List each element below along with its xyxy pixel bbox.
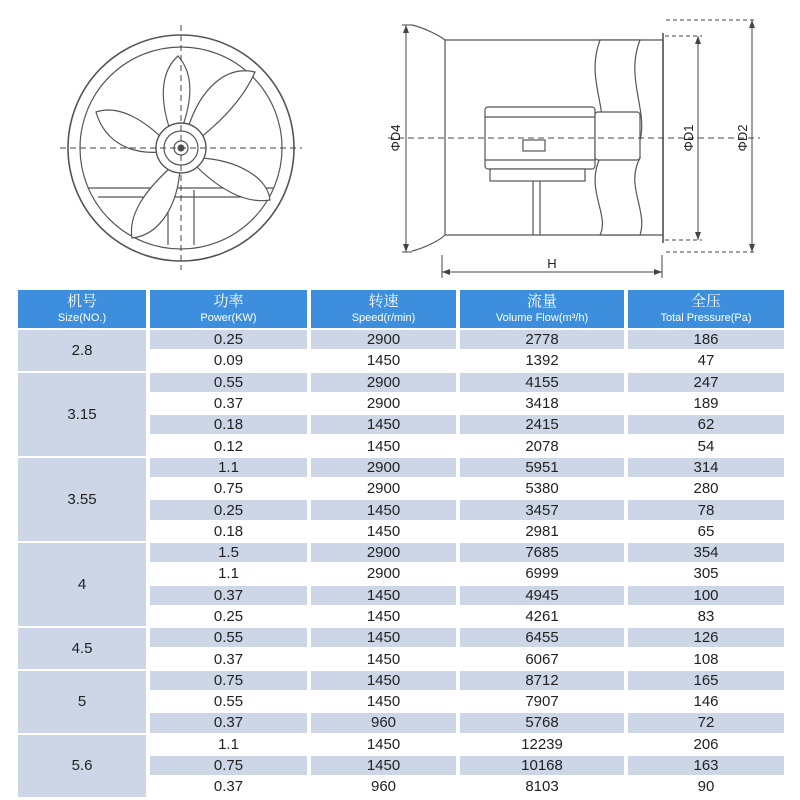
- speed-cell: 1450: [311, 351, 456, 370]
- volume-flow-cell: 6067: [460, 649, 624, 668]
- table-header: [18, 290, 784, 328]
- volume-flow-cell: 6999: [460, 564, 624, 583]
- header-power-zh: 功率: [213, 293, 244, 310]
- size-cell: 5: [18, 671, 146, 733]
- header-volume-flow: [460, 290, 624, 328]
- power-cell: 0.55: [150, 692, 307, 711]
- power-cell: 0.37: [150, 777, 307, 796]
- power-cell: 1.1: [150, 458, 307, 477]
- volume-flow-cell: 8712: [460, 671, 624, 690]
- speed-cell: 2900: [311, 479, 456, 498]
- power-cell: 0.12: [150, 436, 307, 455]
- speed-cell: 1450: [311, 522, 456, 541]
- total-pressure-cell: 247: [628, 373, 784, 392]
- speed-cell: 1450: [311, 756, 456, 775]
- speed-cell: 1450: [311, 436, 456, 455]
- total-pressure-cell: 206: [628, 735, 784, 754]
- total-pressure-cell: 163: [628, 756, 784, 775]
- total-pressure-cell: 83: [628, 607, 784, 626]
- total-pressure-cell: 100: [628, 586, 784, 605]
- power-cell: 0.37: [150, 586, 307, 605]
- size-cell: 3.55: [18, 458, 146, 541]
- header-speed: [311, 290, 456, 328]
- speed-cell: 1450: [311, 500, 456, 519]
- speed-cell: 2900: [311, 330, 456, 349]
- volume-flow-cell: 2078: [460, 436, 624, 455]
- header-total-pressure-en: Total Pressure(Pa): [660, 312, 752, 324]
- speed-cell: 960: [311, 777, 456, 796]
- table-row: [18, 671, 784, 690]
- total-pressure-cell: 354: [628, 543, 784, 562]
- header-total-pressure: [628, 290, 784, 328]
- total-pressure-cell: 165: [628, 671, 784, 690]
- speed-cell: 1450: [311, 607, 456, 626]
- power-cell: 0.25: [150, 500, 307, 519]
- header-power: [150, 290, 307, 328]
- volume-flow-cell: 2981: [460, 522, 624, 541]
- table-row: [18, 543, 784, 562]
- power-cell: 0.18: [150, 522, 307, 541]
- speed-cell: 2900: [311, 373, 456, 392]
- spec-table: [14, 288, 788, 799]
- total-pressure-cell: 62: [628, 415, 784, 434]
- total-pressure-cell: 146: [628, 692, 784, 711]
- volume-flow-cell: 2778: [460, 330, 624, 349]
- speed-cell: 1450: [311, 735, 456, 754]
- header-power-en: Power(KW): [200, 312, 257, 324]
- size-cell: 4: [18, 543, 146, 626]
- total-pressure-cell: 126: [628, 628, 784, 647]
- size-cell: 2.8: [18, 330, 146, 371]
- power-cell: 0.55: [150, 373, 307, 392]
- table-row: [18, 735, 784, 754]
- fan-drawings: [0, 0, 800, 285]
- power-cell: 0.25: [150, 330, 307, 349]
- total-pressure-cell: 90: [628, 777, 784, 796]
- speed-cell: 1450: [311, 671, 456, 690]
- label-d4: ΦD4: [388, 124, 403, 152]
- total-pressure-cell: 47: [628, 351, 784, 370]
- volume-flow-cell: 4261: [460, 607, 624, 626]
- power-cell: 0.75: [150, 671, 307, 690]
- header-volume-flow-zh: 流量: [526, 293, 557, 310]
- drawings-svg: [0, 0, 800, 285]
- header-size-en: Size(NO.): [57, 312, 107, 324]
- volume-flow-cell: 2415: [460, 415, 624, 434]
- speed-cell: 1450: [311, 692, 456, 711]
- header-speed-en: Speed(r/min): [351, 312, 416, 324]
- size-cell: 3.15: [18, 373, 146, 456]
- power-cell: 0.09: [150, 351, 307, 370]
- volume-flow-cell: 7685: [460, 543, 624, 562]
- header-speed-zh: 转速: [368, 293, 399, 310]
- volume-flow-cell: 10168: [460, 756, 624, 775]
- label-d1: ΦD1: [681, 124, 696, 152]
- total-pressure-cell: 186: [628, 330, 784, 349]
- volume-flow-cell: 5768: [460, 713, 624, 732]
- table-row: [18, 330, 784, 349]
- size-cell: 4.5: [18, 628, 146, 669]
- volume-flow-cell: 6455: [460, 628, 624, 647]
- total-pressure-cell: 65: [628, 522, 784, 541]
- volume-flow-cell: 5951: [460, 458, 624, 477]
- table-row: [18, 373, 784, 392]
- volume-flow-cell: 5380: [460, 479, 624, 498]
- total-pressure-cell: 54: [628, 436, 784, 455]
- table-row: [18, 628, 784, 647]
- speed-cell: 1450: [311, 586, 456, 605]
- header-volume-flow-en: Volume Flow(m³/h): [495, 312, 589, 324]
- power-cell: 0.75: [150, 756, 307, 775]
- total-pressure-cell: 72: [628, 713, 784, 732]
- total-pressure-cell: 108: [628, 649, 784, 668]
- volume-flow-cell: 8103: [460, 777, 624, 796]
- power-cell: 0.37: [150, 713, 307, 732]
- power-cell: 0.75: [150, 479, 307, 498]
- speed-cell: 960: [311, 713, 456, 732]
- speed-cell: 2900: [311, 564, 456, 583]
- volume-flow-cell: 4155: [460, 373, 624, 392]
- power-cell: 1.1: [150, 564, 307, 583]
- total-pressure-cell: 280: [628, 479, 784, 498]
- speed-cell: 2900: [311, 458, 456, 477]
- power-cell: 0.25: [150, 607, 307, 626]
- total-pressure-cell: 78: [628, 500, 784, 519]
- speed-cell: 2900: [311, 543, 456, 562]
- power-cell: 0.37: [150, 649, 307, 668]
- total-pressure-cell: 314: [628, 458, 784, 477]
- total-pressure-cell: 305: [628, 564, 784, 583]
- header-size: [18, 290, 146, 328]
- speed-cell: 1450: [311, 415, 456, 434]
- power-cell: 1.5: [150, 543, 307, 562]
- size-cell: 5.6: [18, 735, 146, 797]
- volume-flow-cell: 3418: [460, 394, 624, 413]
- volume-flow-cell: 12239: [460, 735, 624, 754]
- power-cell: 0.37: [150, 394, 307, 413]
- volume-flow-cell: 1392: [460, 351, 624, 370]
- table-body: [18, 330, 784, 797]
- volume-flow-cell: 3457: [460, 500, 624, 519]
- power-cell: 0.18: [150, 415, 307, 434]
- power-cell: 0.55: [150, 628, 307, 647]
- volume-flow-cell: 4945: [460, 586, 624, 605]
- header-size-zh: 机号: [66, 293, 97, 310]
- speed-cell: 1450: [311, 628, 456, 647]
- speed-cell: 1450: [311, 649, 456, 668]
- table-row: [18, 458, 784, 477]
- speed-cell: 2900: [311, 394, 456, 413]
- label-d2: ΦD2: [735, 124, 750, 152]
- volume-flow-cell: 7907: [460, 692, 624, 711]
- header-row: [18, 290, 784, 328]
- header-total-pressure-zh: 全压: [690, 293, 721, 310]
- power-cell: 1.1: [150, 735, 307, 754]
- total-pressure-cell: 189: [628, 394, 784, 413]
- label-h: H: [547, 256, 557, 271]
